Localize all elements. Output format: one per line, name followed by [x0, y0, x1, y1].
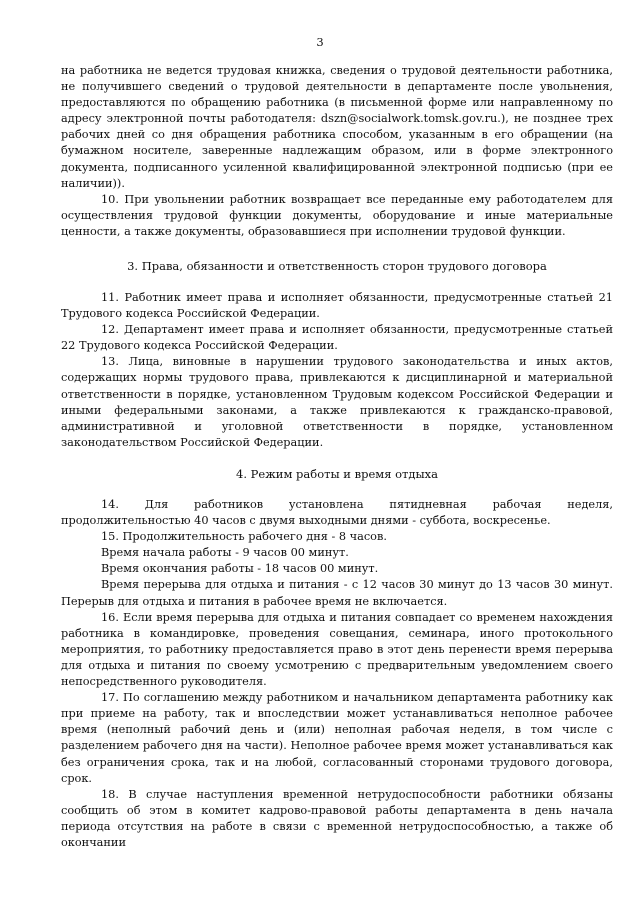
- paragraph-14: 14. Для работников установлена пятидневная рабочая неделя, продолжительностью 40 часов с двумя выходными днями - суббота, воскресенье.: [61, 498, 613, 528]
- paragraph-12: 12. Департамент имеет права и исполняет обязанности, предусмотренные статьей 22 Трудового кодекса Российской Федерации.: [61, 323, 613, 353]
- section-3-heading: 3. Права, обязанности и ответственность сторон трудового договора: [127, 259, 547, 273]
- page-number: 3: [316, 35, 324, 49]
- paragraph-13: 13. Лица, виновные в нарушении трудового законодательства и иных актов, содержащих нормы трудового права, привлекаются к дисциплинарной и материальной ответственности в порядке, установленном Трудовым кодексом Российской Федерации и иными федеральными законами, а также привлекаются к гражданско-правовой, административной и уголовной ответственности в порядке, установленном законодательством Российской Федерации.: [61, 355, 613, 449]
- paragraph-9-continuation: на работника не ведется трудовая книжка, сведения о трудовой деятельности работника, не получившего сведений о трудовой деятельности в департаменте после увольнения, предоставляются по обращению работника (в письменной форме или направленному по адресу электронной почты работодателя: dszn@socialwork.tomsk.gov.ru.), не позднее трех рабочих дней со дня обращения работника способом, указанным в его обращении (на бумажном носителе, заверенные надлежащим образом, или в форме электронного документа, подписанного усиленной квалифицированной электронной подписью (при ее наличии)).: [61, 64, 613, 190]
- text-block-section-3: [61, 290, 613, 451]
- section-4-heading: 4. Режим работы и время отдыха: [236, 467, 438, 481]
- text-block-section-4: [61, 497, 613, 851]
- paragraph-17: 17. По соглашению между работником и начальником департамента работнику как при приеме на работу, так и впоследствии может устанавливаться неполное рабочее время (неполный рабочий день и (или) неполная рабочая неделя, в том числе с разделением рабочего дня на части). Неполное рабочее время может устанавливаться как без ограничения срока, так и на любой, согласованный сторонами трудового договора, срок.: [61, 691, 613, 785]
- paragraph-18: 18. В случае наступления временной нетрудоспособности работники обязаны сообщить об этом в комитет кадрово-правовой работы департамента в день начала периода отсутствия на работе в связи с временной нетрудоспособностью, а также об окончании: [61, 787, 613, 849]
- break-time: Время перерыва для отдыха и питания - с 12 часов 30 минут до 13 часов 30 минут. Перерыв для отдыха и питания в рабочее время не включается.: [61, 578, 613, 608]
- work-end-time: Время окончания работы - 18 часов 00 минут.: [101, 562, 379, 576]
- paragraph-11: 11. Работник имеет права и исполняет обязанности, предусмотренные статьей 21 Трудового кодекса Российской Федерации.: [61, 291, 613, 321]
- paragraph-16: 16. Если время перерыва для отдыха и питания совпадает со временем нахождения работника в командировке, проведения совещания, семинара, иного протокольного мероприятия, то работнику предоставляется право в этот день перенести время перерыва для отдыха и питания по своему усмотрению с предварительным уведомлением своего непосредственного руководителя.: [61, 610, 613, 689]
- paragraph-10: 10. При увольнении работник возвращает все переданные ему работодателем для осуществления трудовой функции документы, оборудование и иные материальные ценности, а также документы, образовавшиеся при исполнении трудовой функции.: [61, 192, 613, 238]
- paragraph-15: 15. Продолжительность рабочего дня - 8 часов.: [101, 530, 387, 544]
- text-block-top: [61, 63, 613, 240]
- work-start-time: Время начала работы - 9 часов 00 минут.: [101, 546, 349, 560]
